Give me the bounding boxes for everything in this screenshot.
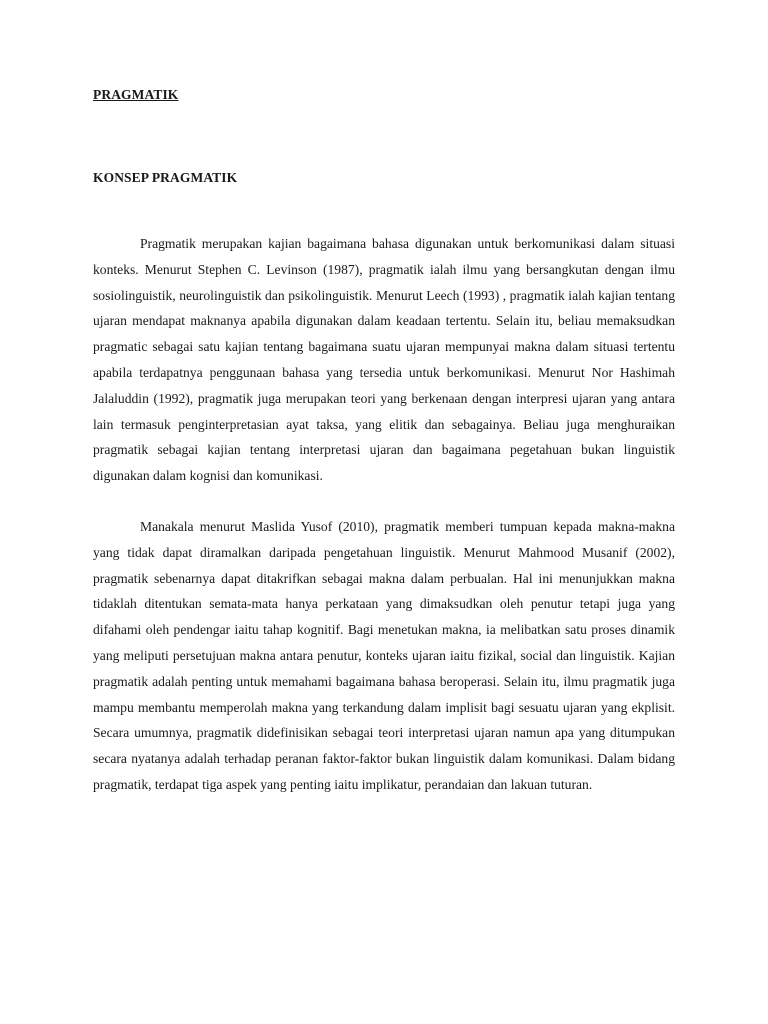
- section-heading: KONSEP PRAGMATIK: [93, 170, 238, 185]
- document-title: PRAGMATIK: [93, 87, 179, 102]
- paragraph-2: Manakala menurut Maslida Yusof (2010), pragmatik memberi tumpuan kepada makna-makna yang tidak dapat diramalkan daripada pengetahuan linguistik. Menurut Mahmood Musanif (2002), pragmatik sebenarnya dapat ditakrifkan sebagai makna dalam perbualan. Hal ini menunjukkan makna tidaklah ditentukan semata-mata hanya perkataan yang dimaksudkan oleh penutur tetapi juga yang difahami oleh pendengar iaitu tahap kognitif. Bagi menetukan makna, ia melibatkan satu proses dinamik yang meliputi persetujuan makna antara penutur, konteks ujaran iaitu fizikal, social dan linguistik. Kajian pragmatik adalah penting untuk memahami bagaimana bahasa beroperasi. Selain itu, ilmu pragmatik juga mampu membantu memperolah makna yang terkandung dalam implisit bagi sesuatu ujaran yang ekplisit. Secara umumnya, pragmatik didefinisikan sebagai teori interpretasi ujaran namun apa yang ditumpukan secara nyatanya adalah terhadap peranan faktor-faktor bukan linguistik dalam komunikasi. Dalam bidang pragmatik, terdapat tiga aspek yang penting iaitu implikatur, perandaian dan lakuan tuturan.: [93, 519, 675, 792]
- paragraph-1: Pragmatik merupakan kajian bagaimana bahasa digunakan untuk berkomunikasi dalam situasi konteks. Menurut Stephen C. Levinson (1987), pragmatik ialah ilmu yang bersangkutan dengan ilmu sosiolinguistik, neurolinguistik dan psikolinguistik. Menurut Leech (1993) , pragmatik ialah kajian tentang ujaran mendapat maknanya apabila digunakan dalam keadaan tertentu. Selain itu, beliau memaksudkan pragmatic sebagai satu kajian tentang bagaimana suatu ujaran mempunyai makna dalam situasi tertentu apabila terdapatnya penggunaan bahasa yang tersedia untuk berkomunikasi. Menurut Nor Hashimah Jalaluddin (1992), pragmatik juga merupakan teori yang berkenaan dengan interpresi ujaran yang antara lain termasuk penginterpretasian ayat taksa, yang elitik dan sebagainya. Beliau juga menghuraikan pragmatik sebagai kajian tentang interpretasi ujaran dan bagaimana pegetahuan bukan linguistik digunakan dalam kognisi dan komunikasi.: [93, 236, 675, 484]
